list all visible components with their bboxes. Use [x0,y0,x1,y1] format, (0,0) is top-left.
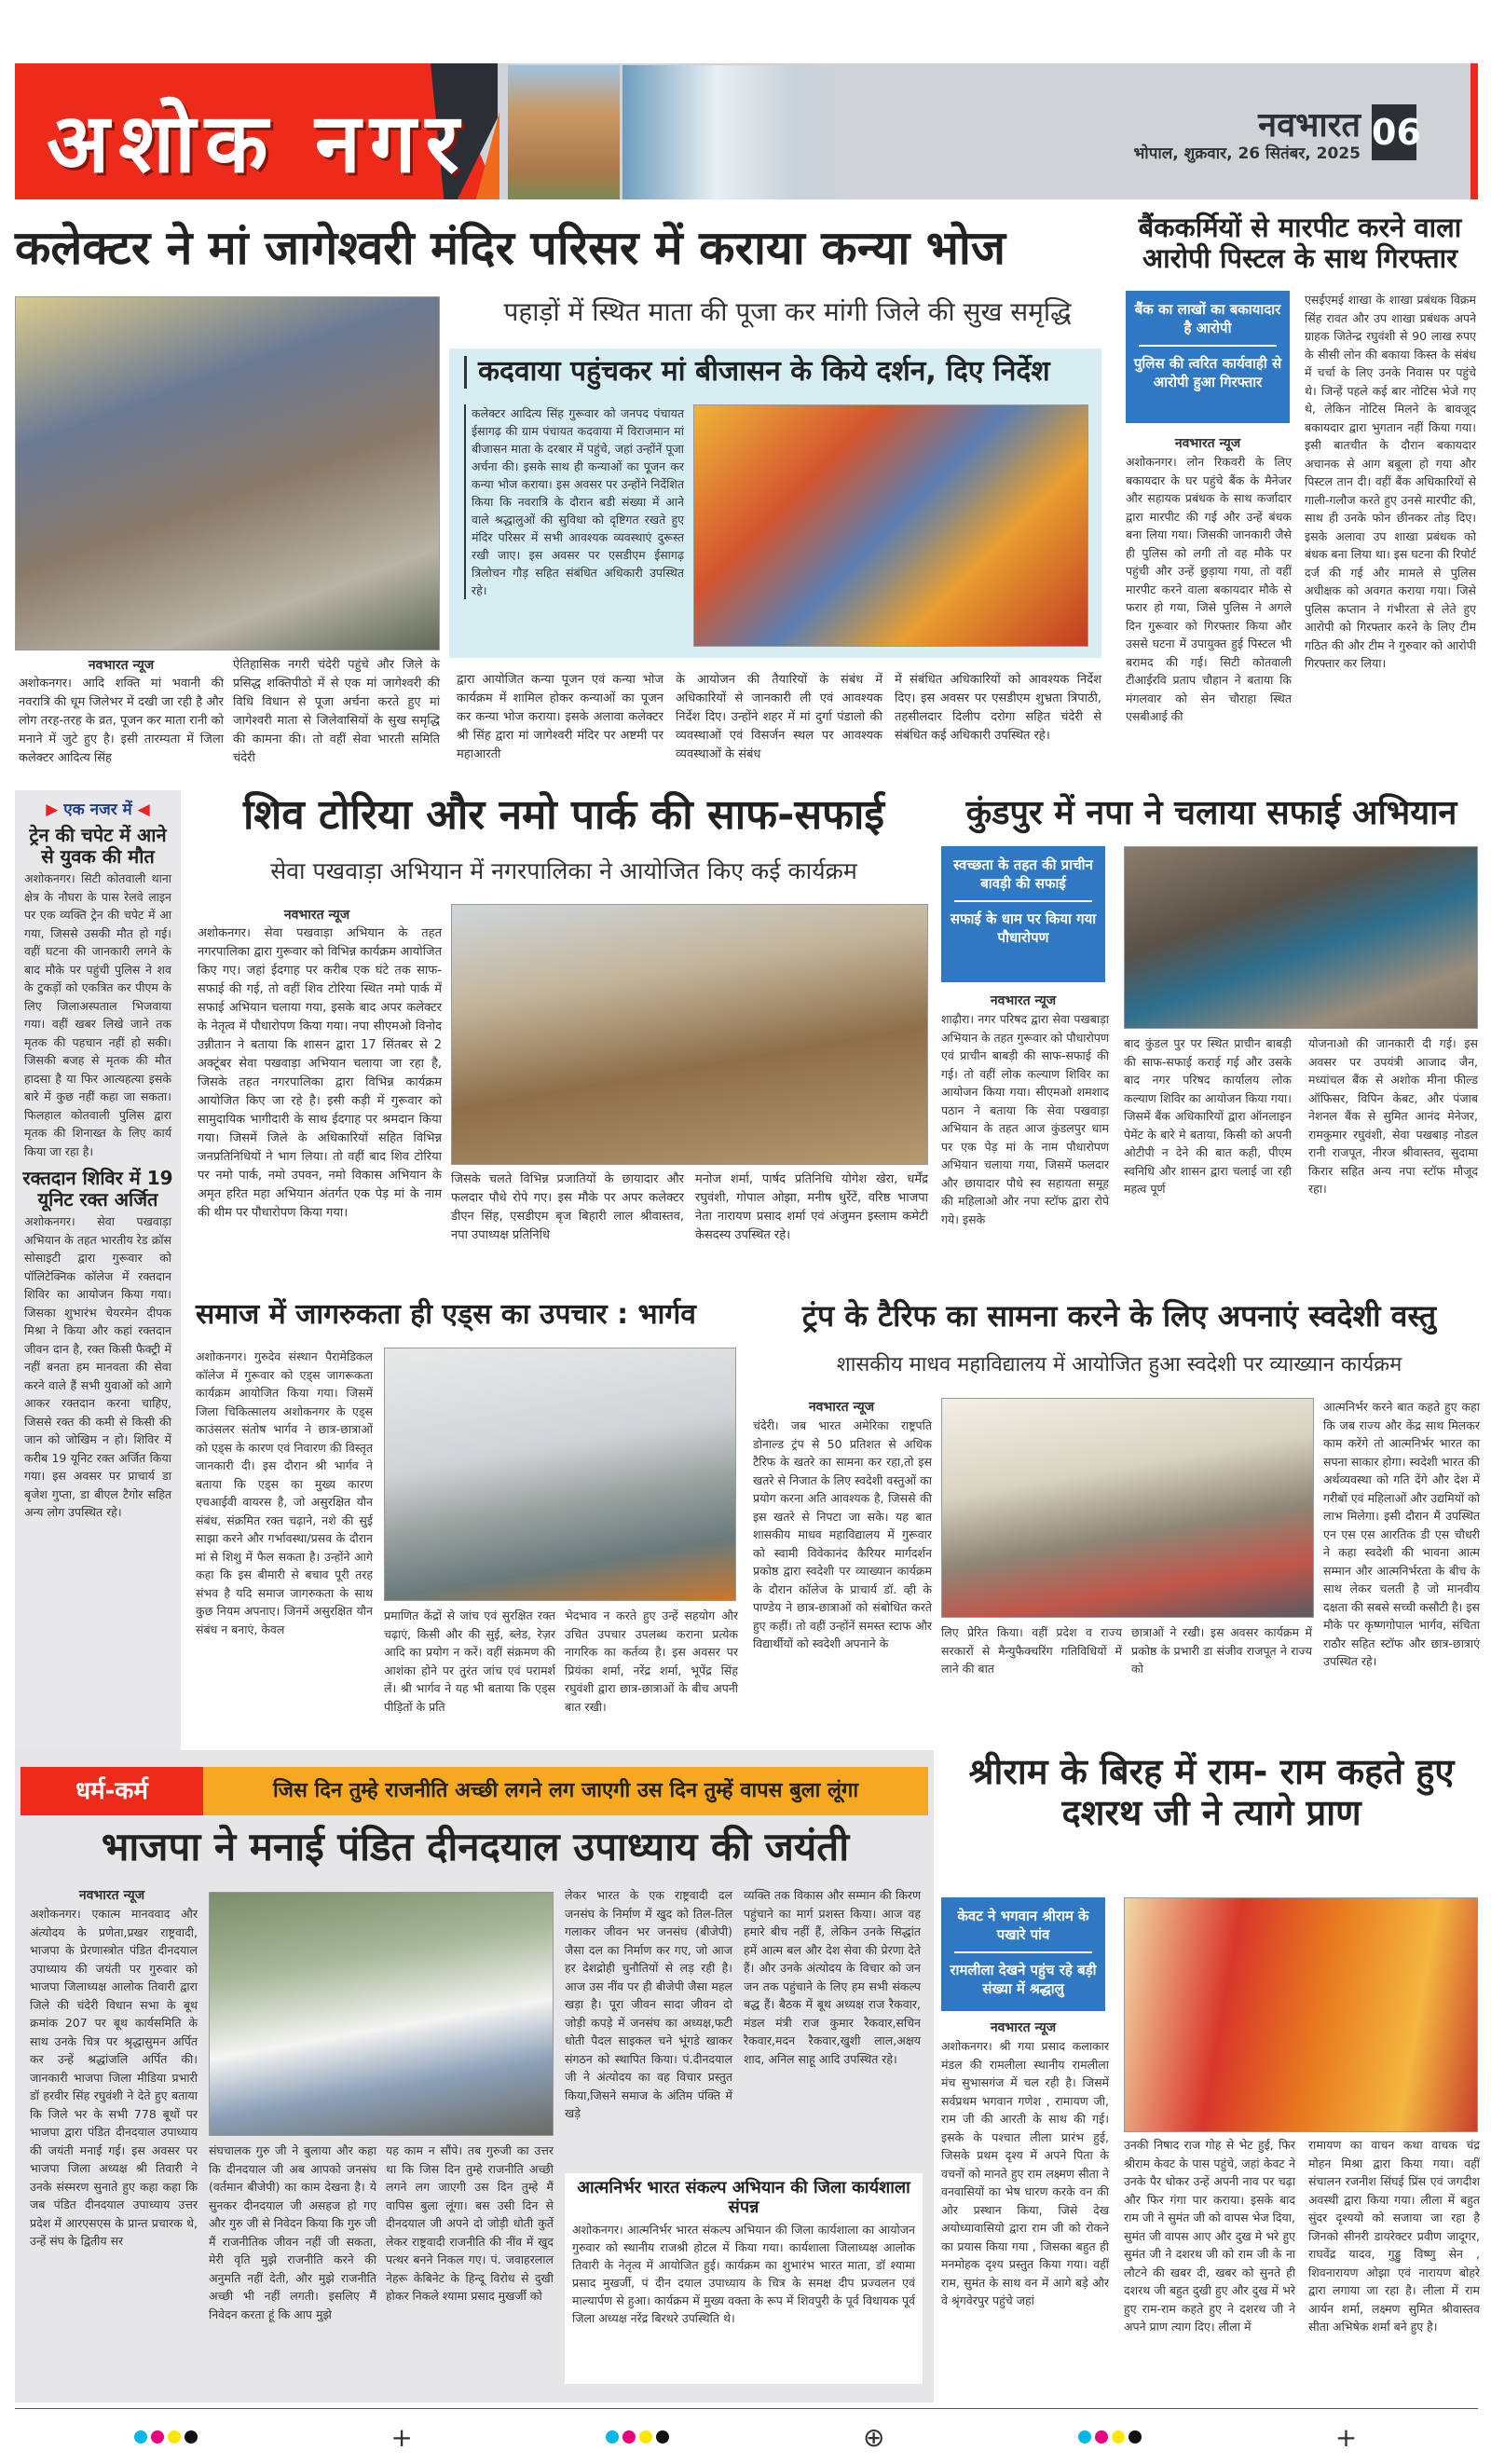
swadeshi-col-3: छात्राओं ने रखी। इस अवसर कार्यक्रम में प्रकोष्ठ के प्रभारी डा संजीव राजपूत ने राज्य को [1131,1625,1312,1676]
collector-photo [15,296,440,650]
swadeshi-classroom-photo [941,1398,1314,1618]
ek-nazar-sidebar [15,790,181,1752]
atmanirbhar-body: अशोकनगर। आत्मनिर्भर भारत संकल्प अभियान की जिला कार्यशाला का आयोजन गुरुवार को स्थानीय राजश्री होटल में किया गया। कार्यशाला जिलाध्यक्ष आलोक तिवारी के नेतृत्व में आयोजित हुई। कार्यक्रम का शुभारंभ भारत माता, डॉ श्यामा प्रसाद मुखर्जी, पं दीन दयाल उपाध्याय के चित्र के समक्ष दीप प्रज्वलन एवं माल्यार्पण से हुआ। कार्यक्रम में मुख्य वक्ता के रूप में शिवपुरी के पूर्व विधायक पूर्व जिला अध्यक्ष नरेंद्र बिरथरे उपस्थिति थे। [572,2223,915,2326]
collector-byline: नवभारत न्यूज [88,658,155,673]
highlight-divider [1139,345,1277,347]
collector-col-5: में संबंधित अधिकारियों को आवश्यक निर्देश दिए। इस अवसर पर एसडीएम शुभ्रता त्रिपाठी, तहसीलदार दिलीप दरोगा सहित चंदेरी से संबंधित कई अधिकारी उपस्थित रहे। [895,673,1101,743]
section-title: अशोक नगर [47,95,469,191]
dateline: भोपाल, शुक्रवार, 26 सितंबर, 2025 [1133,144,1361,163]
newspaper-brand: नवभारत [1258,106,1361,144]
ramlila-byline: नवभारत न्यूज [990,2020,1057,2035]
bank-headline: बैंककर्मियों से मारपीट करने वाला आरोपी पिस्टल के साथ गिरफ्तार [1138,212,1462,275]
bjp-col-4: लेकर भारत के एक राष्ट्रवादी दल जनसंघ के निर्माण में खुद को तिल-तिल गलाकर जीवन भर जनसंघ (बीजेपी) जैसा दल का निर्माण कर गए, जो आज हर देशद्रोही चुनौतियों से लड़ रही है। आज उस नींव पर ही बीजेपी जैसा महल खड़ा है। पूरा जीवन सादा जीवन दो जोड़ी कपड़े में जनसंघ का अध्यक्ष,फटी धोती पैदल साइकल चने भूंगडे खाकर संगठन को स्थापित किया। पं.दीनदयाल जी ने अंत्योदय का वह विचार प्रस्तुत किया,जिसने समाज के अंतिम पंक्ति में खड़े [565,1888,732,2120]
kadwaya-temple-photo [693,404,1088,647]
arrow-right-icon: ▶ [46,801,64,819]
swadeshi-subheadline: शासकीय माधव महाविद्यालय में आयोजित हुआ स्वदेशी पर व्याख्यान कार्यक्रम [836,1353,1402,1376]
bank-col-2: एसईएमई शाखा के शाखा प्रबंधक विक्रम सिंह रावत और उप शाखा प्रबंधक अपने ग्राहक जितेन्द्र रघुवंशी से 90 लाख रुपए के सीसी लोन की बकाया किस्त के संबंध में चर्चा के लिए उनके निवास पर पहुंचे थे। जिन्हें पहले कई बार नोटिस भेजे गए थे, लेकिन नोटिस मिलने के बावजूद बकायदार द्वारा भुगतान नहीं किया गया। इसी बातचीत के दौरान बकायदार अचानक से आग बबूला हो गया और पिस्टल तान दी। वहीं बैंक अधिकारियों से गाली-गलौज करते हुए उनसे मारपीट की, साथ ही उनके फोन छीनकर तोड़ दिए। इसके अलावा उप शाखा प्रबंधक को बंधक बना लिया था। इस घटना की रिपोर्ट दर्ज की गई और मामले से पुलिस अधीक्षक को अवगत कराया गया। जिसे पुलिस कप्तान ने गंभीरता से लेते हुए आरोपी को गिरफ्तार करने के लिए टीम गठित की और टीम ने गुरुवार को आरोपी गिरफ्तार कर लिया। [1305,293,1476,670]
bjp-headline: भाजपा ने मनाई पंडित दीनदयाल उपाध्याय की जयंती [101,1824,850,1869]
cleanliness-byline: नवभारत न्यूज [283,908,350,923]
collector-col-3: द्वारा आयोजित कन्या पूजन एवं कन्या भोज कार्यक्रम में शामिल होकर कन्याओं का पूजन कर कन्या भोज कराया। इसके अलावा कलेक्टर श्री सिंह द्वारा मां जागेश्वरी मंदिर पर अष्टमी पर महाआरती [457,673,663,761]
aids-col-1: अशोकनगर। गुरुदेव संस्थान पैरामेडिकल कॉलेज में गुरूवार को एड्स जागरूकता कार्यक्रम आयोजित किया गया। जिसमें जिला चिकित्सालय अशोकनगर के एड्स काउंसलर संतोष भार्गव ने छात्र-छात्राओं को एड्स के कारण एवं निवारण की विस्तृत जानकारी दी। इस दौरान श्री भार्गव ने बताया कि एड्स का मुख्य कारण एचआईवी वायरस है, जो असुरक्षित यौन संबंध, संक्रमित रक्त चढ़ाने, नशे की सुई साझा करने और गर्भावस्था/प्रसव के दौरान मां से शिशु में फैल सकता है। उन्होंने आगे कहा कि इस बीमारी से बचाव पूरी तरह संभव है यदि समाज जागरुकता के साथ कुछ नियम अपनाए। जिनमें असुरक्षित यौन संबंध न बनाएं, केवल [196,1349,373,1636]
cleanliness-col-1: अशोकनगर। सेवा पखवाड़ा अभियान के तहत नगरपालिका द्वारा गुरूवार को विभिन्न कार्यक्रम आयोजित किए गए। जहां ईदगाह पर करीब एक घंटे तक साफ-सफाई की गई, तो वहीं शिव टोरिया स्थित नमो पार्क में सफाई अभियान चलाया गया, इसके बाद अपर कलेक्टर के नेतृत्व में पौधारोपण किया गया। नपा सीएमओ विनोद उन्नीतान ने बताया कि शासन द्वारा 17 सिंतबर से 2 अक्टूंबर सेवा पखवाड़ा अभियान चलाया जा रहा है, जिसके तहत नगरपालिका द्वारा विभिन्न कार्यक्रम आयोजित किए जा रहे है। इसी कड़ी में गुरूवार को सामुदायिक भागीदारी के साथ ईदगाह पर श्रमदान किया गया। जिसमें जिले के अधिकारियों सहित विभिन्न जनप्रतिनिधियों ने भाग लिया। तो वहीं बाद शिव टोरिया पर नमो पार्क, नमो उपवन, नमो विकास अभियान के अमृत हरित महा अभियान अंतर्गत एक पेड़ मां के नाम की थीम पर पौधारोपण किया गया। [198,926,442,1220]
footer-rule [15,2408,1478,2409]
cleanliness-col-3: मनोज शर्मा, पार्षद प्रतिनिधि योगेश खेरा, धर्मेंद्र रघुवंशी, गोपाल ओझा, मनीष धुर्रेटें, वरिष्ठ भाजपा नेता नारायण प्रसाद शर्मा एवं अंजुमन इस्लाम कमेटी केसदस्य उपस्थित रहे। [695,1172,928,1242]
kadwaya-headline: कदवाया पहुंचकर मां बीजासन के किये दर्शन, दिए निर्देश [464,356,1088,389]
ramlila-highlight-2: रामलीला देखने पहुंच रहे बड़ी संख्या में श्रद्धालु [950,1962,1097,1997]
ramlila-headline: श्रीराम के बिरह में राम- राम कहते हुए दशरथ जी ने त्यागे प्राण [968,1751,1455,1833]
kundpur-highlight-2: सफाई के धाम पर किया गया पौधारोपण [950,910,1097,946]
ramlila-highlight-box [941,1897,1105,2011]
aids-classroom-photo [384,1348,736,1601]
cmyk-dots-icon [1078,2430,1142,2443]
atmanirbhar-headline: आत्मनिर्भर भारत संकल्प अभियान की जिला कार्यशाला संपन्न [577,2178,910,2217]
swadeshi-col-1: चंदेरी। जब भारत अमेरिका राष्ट्रपति डोनाल्ड ट्रंप से 50 प्रतिशत से अधिक टैरिफ के खतरे का सामना कर रहा,तो इस खतरे से निजात के लिए स्वदेशी वस्तुओं का प्रयोग करना अति आवश्यक है, जिससे की इस खतरे से निपटा जा सके। यह बात शासकीय माधव महाविद्यालय में गुरूवार को स्वामी विवेकानंद कैरियर मार्गदर्शन प्रकोष्ठ द्वारा स्वदेशी पर व्याख्यान कार्यक्रम के दौरान कॉलेज के प्राचार्य डॉ. व्ही के पाण्डेय ने छात्र-छात्राओं को संबोधित करते हुए कहीं। तो वहीं उन्होंनें समस्त स्टाफ और विद्यार्थीयों को स्वदेशी अपनाने के [753,1418,932,1650]
cmyk-dots-icon [134,2430,198,2443]
collector-col-1: अशोकनगर। आदि शक्ति मां भवानी की नवरात्रि की धूम जिलेभर में दखी जा रही है और लोग तरह-तरह के व्रत, पूजन कर माता रानी को मनाने में जुटे हुए है। इसी तारम्यता में जिला कलेक्टर आदित्य सिंह [19,677,224,765]
swadeshi-headline: ट्रंप के टैरिफ का सामना करने के लिए अपनाएं स्वदेशी वस्तु [801,1298,1437,1334]
highlight-divider [954,1951,1092,1953]
aids-headline: समाज में जागरुकता ही एड्स का उपचार : भार्गव [196,1298,696,1331]
collector-col-2: ऐतिहासिक नगरी चंदेरी पहुंचे और जिले के प्रसिद्ध शक्तिपीठो में से एक मां जागेश्वरी की विधि विधान से पूजा अर्चना करते हुए मां जागेश्वरी माता से जिलेवासियों के सुख समृद्धि की कामना की। तो वहीं सेवा भारती समिति चंदेरी [233,658,440,765]
collector-subheadline: पहाड़ों में स्थित माता की पूजा कर मांगी जिले की सुख समृद्धि [503,296,1072,327]
swadeshi-col-4: आत्मनिर्भर करने बात कहते हुए कहा कि जब राज्य और केंद्र साथ मिलकर काम करेंगे तो आत्मनिर्भर भारत का सपना साकार होगा। स्वदेशी भारत की अर्थव्यवस्था को गति देंगे और देश में गरीबों एवं महिलाओं और उद्यमियों को लाभ मिलेगा। इसी दौरान मैं उपस्थित एन एस एस आरतिक डी एस चौधरी ने कहा स्वदेशी की भावना आत्म सम्मान और आत्मनिर्भरता के बीच के साथ लेकर चलती है जो मानवीय दक्षता की सबसे सच्ची कसौटी है। इस मौके पर कृष्णगोपाल भार्गव, संचिता राठौर सहित स्टॉफ और छात्र-छात्राएं उपस्थित रहे। [1323,1400,1480,1668]
kundpur-col-2: बाद कुंडल पुर पर स्थित प्राचीन बाबड़ी की साफ-सफाई कराई गई और उसके बाद नगर परिषद कार्यालय लोक कल्याण शिविर का आयोजन किया गया। जिसमें बैंक अधिकारियों द्वारा ऑनलाइन पेमेंट के बारे मे बताया, किसी को अपनी ओटीपी न देने की बात कही, पीएम स्वनिधि और शासन द्वारा चलाई जा रही महत्व पूर्ण [1124,1036,1292,1196]
crosshair-icon: + [390,2421,413,2453]
crosshair-icon: + [1334,2421,1358,2453]
bank-byline: नवभारत न्यूज [1174,436,1241,451]
cmyk-dots-icon [606,2430,669,2443]
kundpur-photo [1124,846,1478,1029]
atmanirbhar-box [565,2173,923,2384]
cleanliness-subheadline: सेवा पखवाड़ा अभियान में नगरपालिका ने आयोजित किए कई कार्यक्रम [270,857,857,884]
arrow-left-icon: ◀ [131,801,150,819]
sidebar-item2-headline: रक्तदान शिविर में 19 यूनिट रक्त अर्जित [22,1167,173,1211]
collector-headline: कलेक्टर ने मां जागेश्वरी मंदिर परिसर में कराया कन्या भोज [15,221,1005,275]
cleanliness-col-2: जिसके चलते विभिन्न प्रजातियों के छायादार और फलदार पौधे रोपे गए। इस मौके पर अपर कलेक्टर डीएन सिंह, एसडीएम बृज बिहारी लाल श्रीवास्तव, नपा उपाध्यक्ष प्रतिनिधि [451,1172,684,1242]
kundpur-col-1: शाढ़ौरा। नगर परिषद द्वारा सेवा पखबाड़ा अभियान के तहत गुरूवार को पौधारोपण एवं प्राचीन बाबड़ी की साफ-सफाई की गई। तो वहीं लोक कल्याण शिविर का आयोजन किया गया। सीएमओ शमशाद पठान ने बताया कि सेवा पखवाड़ा अभियान के तहत आज कुंडलपुर धाम पर एक पेड़ मां के नाम पौधारोपण अभियान चलाया गया, जिसमें फलदार और छायादार पौधे स्व सहायता समूह की महिलाओ और नपा स्टॉफ द्वारा रोपे गये। इसके [941,1012,1109,1226]
masthead-photo-monument [508,65,620,199]
bjp-col-5: व्यक्ति तक विकास और सम्मान की किरण पहुंचाने का मार्ग प्रशस्त किया। आज वह हमारे बीच नहीं हैं, लेकिन उनके सिद्धांत हमें आत्म बल और देश सेवा की प्रेरणा देते हैं। और उनके अंत्योदय के विचार को जन जन तक पहुंचाने के लिए हम सभी संकल्प बद्ध हैं। बैठक में बूथ अध्यक्ष राज रैकवार, मंडल मंत्री राज कुमार रैकवार,सचिन रैकवार,मदन रैकवार,खुशी लाल,अक्षय शाद, अनिल साहू आदि उपस्थित रहे। [744,1888,921,2066]
cleanliness-headline: शिव टोरिया और नमो पार्क की साफ-सफाई [242,791,885,839]
highlight-divider [954,900,1092,902]
kundpur-headline: कुंडपुर में नपा ने चलाया सफाई अभियान [965,794,1457,832]
collector-col-4: के आयोजन की तैयारियों के संबंध में अधिकारियों से जानकारी ली एवं आवश्यक निर्देश दिए। उन्होंने शहर में मां दुर्गा पंडालो की व्यवस्थाओं एवं विसर्जन स्थल पर आवश्यक व्यवस्थाओं के संबंध [676,673,882,761]
bjp-byline: नवभारत न्यूज [78,1888,145,1903]
kundpur-byline: नवभारत न्यूज [990,993,1057,1008]
kundpur-col-3: योजनाओ की जानकारी दी गई। इस अवसर पर उपयंत्री आजाद जैन, मध्यांचल बैंक से अशोक मीना फील्ड ऑफिसर, विपिन केबट, और पंजाब नेशनल बैंक से सुमित आनंद मेनेजर, रामकुमार रघुवंशी, सेवा पखबाड़ नोडल रानी राजपूत, नीरज श्रीवास्तव, सुदामा किरार सहित अन्य नपा स्टॉफ मौजूद रहा। [1308,1036,1478,1196]
bank-highlight-box [1126,291,1290,423]
bjp-event-photo [209,1892,554,2136]
ramlila-col-1: अशोकनगर। श्री गया प्रसाद कलाकार मंडल की रामलीला स्थानीय रामलीला मंच सुभासगंज में चल रही है। जिसमें सर्वप्रथम भगवान गणेश , रामायण जी, राम जी की आरती के साथ की गई। इसके के पश्चात लीला प्रारंभ हुई, जिसके प्रथम दृश्य में अपने पिता के वचनों को मानते हुए राम लक्ष्मण सीता ने वनवासियों का भेष धारण करके वन की ओर प्रस्थान किया, जिसे देख अयोध्यावासियो द्वारा राम जी को रोकने का प्रयास किया गया , जिसका बहुत ही मनमोहक दृश्य प्रस्तुत किया गया। वहीं राम, सुमंत के साथ वन में आगे बड़े और वे श्रृंगवेरपुर पहुंचे जहां [941,2039,1109,2307]
page-number: 06 [1372,104,1416,160]
print-registration-marks [37,2423,1454,2451]
bjp-col-3: यह काम न सौंपे। तब गुरुजी का उत्तर था कि जिस दिन तुम्हे राजनीति अच्छी लगने लग जाएगी उस दिन तुम्हे मैं वापिस बुला लूंगा। बस उसी दिन से दीनदयाल जी अपने दो जोड़ी धोती कुर्ते लेकर राष्ट्रवादी राजनीति की नींव में खुद पत्थर बनने निकल गए। पं. जवाहरलाल नेहरू केबिनेट के हिन्दू विरोध से दुखी होकर निकले श्यामा प्रसाद मुखर्जी को [386,2143,554,2303]
bank-highlight-2: पुलिस की त्वरित कार्यवाही से आरोपी हुआ गिरफ्तार [1133,355,1282,390]
bank-col-1: अशोकनगर। लोन रिकवरी के लिए बकायदार के घर पहुंचे बैंक के मैनेजर और सहायक प्रबंधक के साथ कर्जादार द्वारा मारपीट की गई और उन्हें बंधक बना लिया गया। जिसकी जानकारी जैसे ही पुलिस को लगी तो वह मौके पर पहुंची और उन्हें छुड़ाया गया, तो वहीं मारपीट करने वाला बकायदार मौके से फरार हो गया, जिसे पुलिस ने अगले दिन गुरूवार को गिरफ्तार किया और उससे घटना में उपायुक्त हुई पिस्टल भी बरामद की गई। सिटी कोतवाली टीआईरवि प्रताप चौहान ने बताया कि मंगलवार को सेन चौराहा स्थित एसबीआई की [1126,455,1292,723]
aids-col-2: प्रमाणित केंद्रों से जांच एवं सुरक्षित रक्त चढ़ाएं, किसी और की सुई, ब्लेड, रेज़र आदि का प्रयोग न करें। वहीं संक्रमण की आशंका होने पर तुरंत जांच एवं परामर्श लें। श्री भार्गव ने यह भी बताया कि एड्स पीड़ितों के प्रति [384,1608,555,1714]
masthead-photo-temple [622,65,855,199]
kadwaya-body: कलेक्टर आदित्य सिंह गुरूवार को जनपद पंचायत ईसागढ़ की ग्राम पंचायत कदवाया में विराजमान मां बीजासन माता के दरबार में पहुंचे, जहां उन्होंनें पूजा अर्चना की। इसके साथ ही कन्याओं का पूजन कर कन्या भोज कराया। इस अवसर पर उन्होंने निर्देशित किया कि नवरात्रि के दौरान बडी संख्या में आने वाले श्रद्धालुओं की सुविधा को दृष्टिगत रखते हुए मंदिर परिसर में सभी आवश्यक व्यवस्थाएं दुरूस्त रखी जाए। इस अवसर पर एसडीएम ईसागढ़ त्रिलोचन गौड़ सहित संबंधित अधिकारी उपस्थित रहे। [464,404,684,599]
kundpur-highlight-box [941,846,1105,982]
ramlila-col-2: उनकी निषाद राज गोह से भेट हुई, फिर श्रीराम केवट के पास पहुंचे, जहां केवट ने उनके पैर धोकर उन्हें अपनी नाव पर चढ़ा और फिर गंगा पार कराया। इसके बाद राम जी ने सुमंत जी को वापस भेज दिया, सुमंत जी वापस आए और दुख मे भरे हुए सुमंत जी ने दशरथ जी को राम जी के ना लौटने की खबर दी, खबर को सुनते ही दशरथ जी बहुत दुखी हुए और दुख में भरे हुए राम-राम कहते हुए ने दशरथ जी ने अपने प्राण त्याग दिए। लीला में [1124,2138,1295,2334]
sidebar-item1-body: अशोकनगर। सिटी कोतवाली थाना क्षेत्र के नौघरा के पास रेलवे लाइन पर एक व्यक्ति ट्रेन की चपेट में आ गया, जिससे उसकी मौत हो गई। वहीं घटना की जानकारी लगने के बाद मौके पर पहुंची पुलिस ने शव के टुकड़ों को एकत्रित कर पीएम के लिए जिलाअस्पताल भिजवाया गया। वहीं खबर लिखे जाने तक मृतक की पहचान नहीं हो सकी। जिसकी बजह से मृतक की मौत हादसा है या फिर आत्यहत्या इसके बारे में कुछ नहीं कहा जा सकता। फिलहाल कोतवाली पुलिस द्वारा मृतक की शिनाख्त के लिए कार्य किया जा रहा है। [24,871,171,1158]
sidebar-item1-headline: ट्रेन की चपेट में आने से युवक की मौत [29,824,167,868]
ramlila-col-3: रामायण का वाचन कथा वाचक चंद्र मोहन मिश्रा द्वारा किया गया। वहीं संचालन रजनीश सिंघई प्रिंस एवं जगदीश अवस्थी द्वारा किया गया। लीला में बहुत सुंदर दृश्ययो को सजाया जा रहा है जिनको सीनरी डायरेक्टर प्रवीण जादूगर, राघवेंद्र यादव, गुड्डु विष्णु सेन , शिवनारायण ओझा एवं नारायण बोहरे द्वारा लगाया जा रहा है। लीला में राम आर्यन शर्मा, लक्ष्मण सुमित श्रीवास्तव सीता अभिषेक शर्मा बने हुए है। [1308,2138,1480,2334]
cleanliness-photo [451,904,928,1165]
kundpur-highlight-1: स्वच्छता के तहत की प्राचीन बावड़ी की सफाई [953,856,1093,892]
ramlila-highlight-1: केवट ने भगवान श्रीराम के पखारे पांव [957,1908,1089,1943]
ramlila-stage-photo [1124,1897,1478,2132]
bjp-col-1: अशोकनगर। एकात्म मानववाद और अंत्योदय के प्रणेता,प्रखर राष्ट्रवादी, भाजपा के प्रेरणास्त्रोत पंडित दीनदयाल उपाध्याय की जयंती पर गुरुवार को भाजपा जिलाध्यक्ष आलोक तिवारी द्वारा जिले की चंदेरी विधान सभा के बूथ क्रमांक 207 पर बूथ कार्यसमिति के साथ उनके चित्र पर श्रृद्धासुमन अर्पित कर उन्हें श्रद्धांजलि अर्पित की। जानकारी भाजपा जिला मीडिया प्रभारी डॉ हरवीर सिंह रघुवंशी ने देते हुए बताया कि जिले भर के सभी 778 बूथों पर भाजपा द्वारा पंडित दीनदयाल उपाध्याय की जयंती मनाई गई। इस अवसर पर भाजपा जिला अध्यक्ष श्री तिवारी ने उनके संस्मरण सुनाते हुए कहा कहा कि जब पंडित दीनदयाल उपाध्याय उत्तर प्रदेश में आरएसएस के प्रान्त प्रचारक थे, उन्हें संघ के द्वितीय सर [30,1907,198,2248]
sidebar-label [15,798,181,819]
bank-highlight-1: बैंक का लाखों का बकायादार है आरोपी [1134,301,1281,336]
aids-col-3: भेदभाव न करते हुए उन्हें सहयोग और उचित उपचार उपलब्ध कराना प्रत्येक नागरिक का कर्तव्य है। इस अवसर पर प्रियंका शर्मा, नरेंद्र शर्मा, भूपेंद्र सिंह रघुवंशी द्वारा छात्र-छात्राओं के बीच अपनी बात रखी। [565,1608,738,1714]
kadwaya-inset [449,349,1101,658]
swadeshi-byline: नवभारत न्यूज [808,1400,875,1415]
sidebar-item2-body: अशोकनगर। सेवा पखवाड़ा अभियान के तहत भारतीय रेड क्रॉस सोसाइटी द्वारा गुरूवार को पॉलिटेक्निक कॉलेज में रक्तदान शिविर का आयोजन किया गया। जिसका शुभारंभ चेयरमेन दीपक मिश्रा ने किया और कहां रक्तदान जीवन दान है, रक्त किसी फैक्ट्री में नहीं बनता हम मानवता की सेवा करने वाले हैं सभी युवाओं को आगे आकर रक्तदान करना चाहिए, जिससे रक्त की कमी से किसी की जान को जोखिम न हो। शिविर में करीब 19 यूनिट रक्त अर्जित किया गया। इस अवसर पर प्राचार्य डा बृजेश गुप्ता, डा बीएल टैगोर सहित अन्य लोग उपस्थित रहे। [24,1214,171,1519]
swadeshi-col-2: लिए प्रेरित किया। वहीं प्रदेश व राज्य सरकारों से मैन्युफैक्चरिंग गतिविधियों में लाने की बात [941,1625,1122,1676]
dharm-karm-label: धर्म-कर्म [21,1767,203,1815]
sidebar-label-text: एक नजर में [63,801,132,819]
dharm-karm-quote: जिस दिन तुम्हे राजनीति अच्छी लगने लग जाएगी उस दिन तुम्हें वापस बुला लूंगा [203,1767,928,1815]
bjp-col-2: संघचालक गुरु जी ने बुलाया और कहा कि दीनदयाल जी अब आपको जनसंघ (वर्तमान बीजेपी) का काम देखना है। ये सुनकर दीनदयाल जी असहज हो गए और गुरु जी से निवेदन किया कि गुरु जी मैं राजनीतिक जीवन नहीं जी सकता, मेरी वृति मुझे राजनीति करने की अनुमति नहीं देती, और मुझे राजनीति अच्छी भी नहीं लगती। इसलिए मैं निवेदन करता हूं कि आप मुझे [209,2143,376,2321]
registration-target-icon: ⊕ [863,2421,885,2453]
masthead-edge [1470,63,1478,199]
